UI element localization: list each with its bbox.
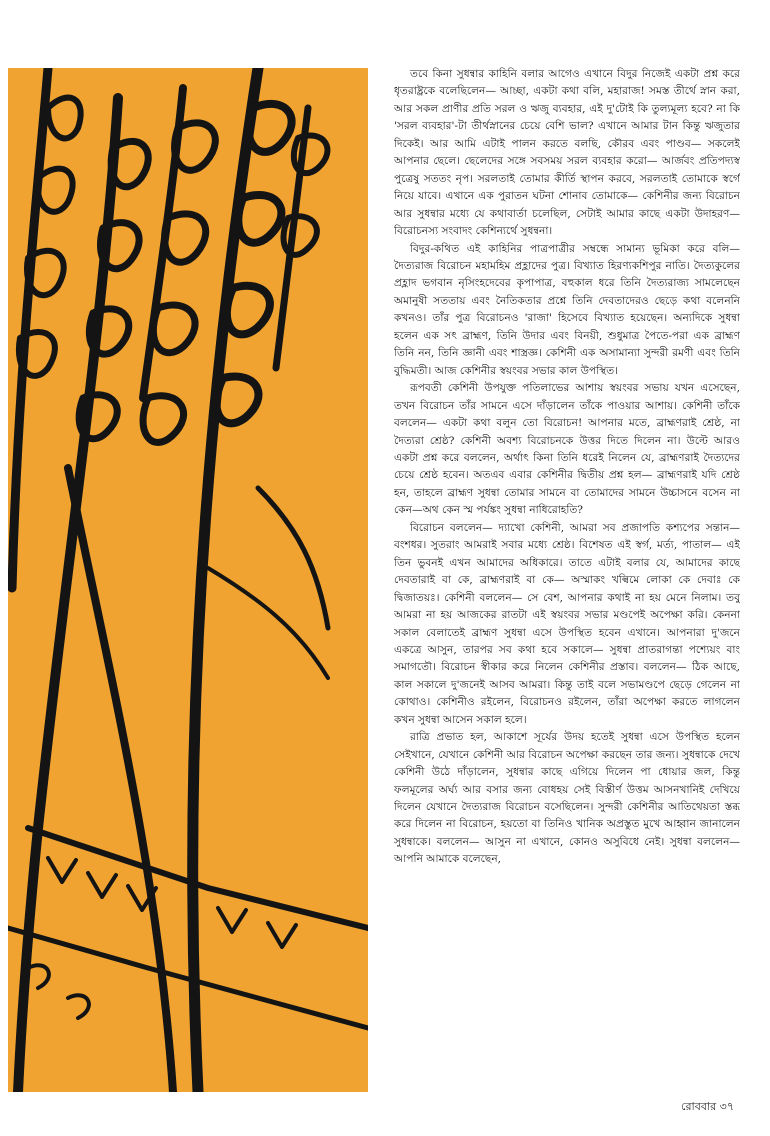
article-paragraph: রূপবতী কেশিনী উপযুক্ত পতিলাভের আশায় স্বয়ংবর সভায় যখন এসেছেন, তখন বিরোচন তাঁর সামনে এসে দাঁড়ালেন তাঁকে পাওয়ার আশায়। কেশিনী তাঁকে বললেন— একটা কথা বলুন তো বিরোচন! আপনার মতে, ব্রাহ্মণরাই শ্রেষ্ঠ, না দৈত্যরা শ্রেষ্ঠ? কেশিনী অবশ্য বিরোচনকে উত্তর দিতে দিলেন না। উল্টে আরও একটা প্রশ্ন করে বললেন, অর্থাৎ কিনা তিনি ধরেই নিলেন যে, ব্রাহ্মণরাই দৈত্যদের চেয়ে শ্রেষ্ঠ হবেন। অতএব এবার কেশিনীর দ্বিতীয় প্রশ্ন হল— ব্রাহ্মণরাই যদি শ্রেষ্ঠ হন, তাহলে ব্রাহ্মণ সুধন্বা তোমার সামনে বা তোমাদের সামনে উচ্চাসনে বসেন না কেন—অথ কেন স্ম পর্যঙ্কং সুধন্বা নাধিরোহতি?: [394, 382, 740, 517]
article-paragraph: বিদুর-কথিত এই কাহিনির পাত্রপাত্রীর সম্বন্ধে সামান্য ভূমিকা করে বলি— দৈত্যরাজ বিরোচন মহামহিম প্রহ্লাদের পুত্র। বিখ্যাত হিরণ্যকশিপুর নাতি। দৈত্যকুলের প্রহ্লাদ ভগবান নৃসিংহদেবের কৃপাপাত্র, বহুকাল ধরে তিনি দৈত্যরাজ্য সামলেছেন অমানুষী সততায় এবং নৈতিকতার প্রশ্নে তিনি দেবতাদেরও ছেড়ে কথা বলেননি কখনও। তাঁর পুত্র বিরোচনও 'রাজা' হিসেবে বিখ্যাত হয়েছেন। অন্যদিকে সুধন্বা হলেন এক সৎ ব্রাহ্মণ, তিনি উদার এবং বিনয়ী, শুধুমাত্র পৈতে-পরা এক ব্রাহ্মণ তিনি নন, তিনি জ্ঞানী এবং শাস্ত্রজ্ঞ। কেশিনী এক অসামান্যা সুন্দরী রমণী এবং তিনি বুদ্ধিমতী। আজ কেশিনীর স্বয়ংবর সভার কাল উপস্থিত।: [394, 242, 740, 377]
article-paragraph: বিরোচন বললেন— দ্যাখো কেশিনী, আমরা সব প্রজাপতি কশ্যপের সন্তান— বংশধর। সুতরাং আমরাই সবার মধ্যে শ্রেষ্ঠ। বিশেষত এই স্বর্গ, মর্ত্য, পাতাল— এই তিন ভুবনই এখন আমাদের অধিকারে। তাতে এটাই বলার যে, আমাদের কাছে দেবতারাই বা কে, ব্রাহ্মণরাই বা কে— অস্মাকং খল্বিমে লোকা কে দেবাঃ কে দ্বিজাতয়ঃ। কেশিনী বললেন— সে বেশ, আপনার কথাই না হয় মেনে নিলাম। তবু আমরা না হয় আজকের রাতটা এই স্বয়ংবর সভার মণ্ডপেই অপেক্ষা করি। কেননা সকাল বেলাতেই ব্রাহ্মণ সুধন্বা এসে উপস্থিত হবেন এখানে। আপনারা দু'জনে একত্রে আসুন, তারপর সব কথা হবে সকালে— সুধন্বা প্রাতরাগন্তা পশ্যেয়ং বাং সমাগতৌ। বিরোচন স্বীকার করে নিলেন কেশিনীর প্রস্তাব। বললেন— ঠিক আছে, কাল সকালে দু'জনেই আসব আমরা। কিন্তু তাই বলে সভামণ্ডপে ছেড়ে গেলেন না কোথাও। কেশিনীও রইলেন, বিরোচনও রইলেন, তাঁরা অপেক্ষা করতে লাগলেন কখন সুধন্বা আসেন সকাল হলে।: [394, 521, 740, 726]
illustration-panel: [8, 68, 368, 1092]
article-paragraph: তবে কিনা সুধন্বার কাহিনি বলার আগেও এখানে বিদুর নিজেই একটা প্রশ্ন করে ধৃতরাষ্ট্রকে বলেছিলেন— আচ্ছা, একটা কথা বলি, মহারাজ! সমস্ত তীর্থে স্নান করা, আর সকল প্রাণীর প্রতি সরল ও ঋজু ব্যবহার, এই দু'টোই কি তুল্যমূল্য হবে? না কি 'সরল ব্যবহার'-টা তীর্থস্নানের চেয়ে বেশি ভাল? এখানে আমার টান কিন্তু ঋজুতার দিকেই। আর আমি এটাই পালন করতে বলছি, কৌরব এবং পাণ্ডব— সকলেই আপনার ছেলে। ছেলেদের সঙ্গে সবসময় সরল ব্যবহার করো— আর্জবং প্রতিপদ্যস্ব পুত্রেষু সততং নৃপ। সরলতাই তোমার কীর্তি স্থাপন করবে, সরলতাই তোমাকে স্বর্গে নিয়ে যাবে। এখানে এক পুরাতন ঘটনা শোনাব তোমাকে— কেশিনীর জন্য বিরোচন আর সুধন্বার মধ্যে যে কথাবার্তা চলেছিল, সেটাই আমার কাছে একটা উদাহরণ— বিরোচনস্য সংবাদং কেশিন্যর্থে সুধন্বনা।: [394, 68, 740, 238]
page-folio: রোববার ৩৭: [681, 1100, 734, 1113]
brush-leaf-illustration: [8, 68, 368, 1092]
article-body: [394, 66, 740, 1062]
article-paragraph: রাত্রি প্রভাত হল, আকাশে সূর্যের উদয় হতেই সুধন্বা এসে উপস্থিত হলেন সেইখানে, যেখানে কেশিনী আর বিরোচন অপেক্ষা করছেন তার জন্য। সুধন্বাকে দেখে কেশিনী উঠে দাঁড়ালেন, সুধন্বার কাছে এগিয়ে দিলেন পা ধোয়ার জল, কিন্তু ফলমূলের অর্ঘ্য আর বসার জন্য বোধহয় সেই বিস্তীর্ণ উত্তম আসনখানিই দেখিয়ে দিলেন যেখানে দৈত্যরাজ বিরোচন বসেছিলেন। সুন্দরী কেশিনীর আতিথেয়তা স্তব্ধ করে দিলেন না বিরোচন, হয়তো বা তিনিও খানিক অপ্রস্তুত মুখে আহ্বান জানালেন সুধন্বাকে। বললেন— আসুন না এখানে, কোনও অসুবিধে নেই। সুধন্বা বললেন— আপনি আমাকে বলেছেন,: [394, 731, 740, 866]
